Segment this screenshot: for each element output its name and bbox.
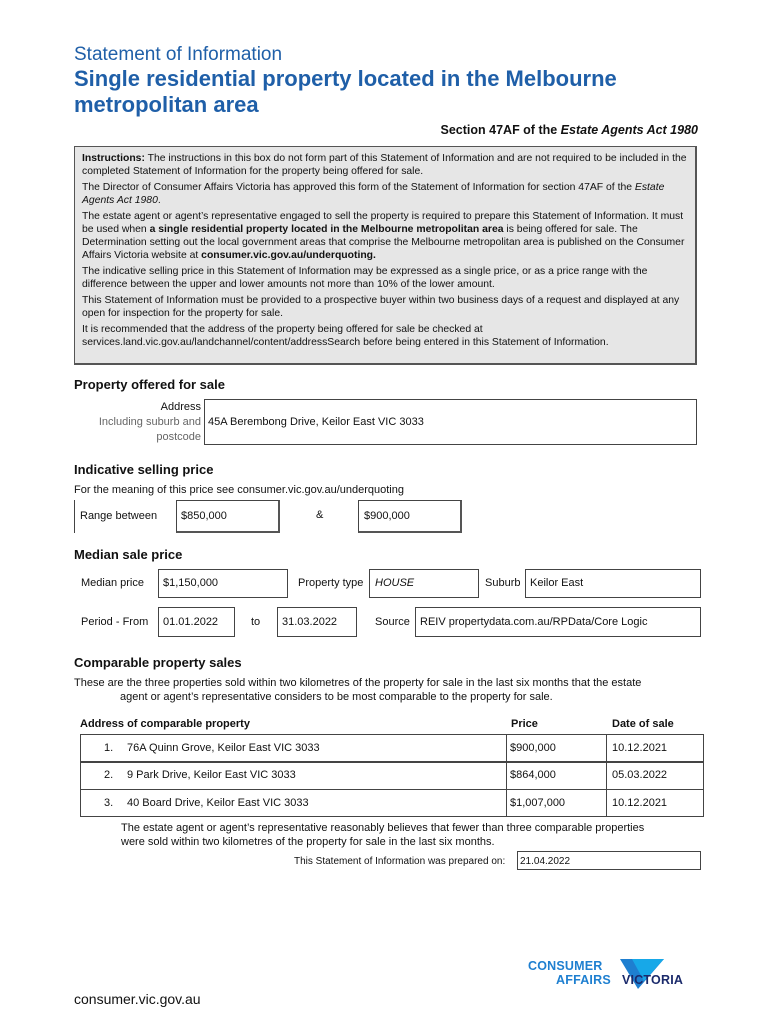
row-address: 76A Quinn Grove, Keilor East VIC 3033: [127, 742, 320, 754]
suburb-label: Suburb: [485, 577, 521, 589]
median-price-label: Median price: [81, 577, 144, 589]
logo-affairs-text: AFFAIRS: [556, 973, 611, 987]
section-prefix: Section 47AF of the: [440, 123, 561, 137]
median-price-value: $1,150,000: [163, 577, 219, 589]
range-low-value: $850,000: [181, 510, 227, 522]
column-header-price: Price: [511, 718, 538, 730]
instructions-p2-end: .: [157, 195, 161, 207]
indicative-heading: Indicative selling price: [74, 462, 214, 477]
address-label-sub1: Including suburb and: [98, 416, 201, 428]
row-number: 3.: [104, 797, 114, 809]
range-ampersand: &: [316, 509, 324, 521]
fewer-than-three-note-line2: were sold within two kilometres of the property for sale in the last six months.: [121, 836, 495, 848]
instructions-p3-bold: a single residential property located in the Melbourne metropolitan area: [149, 224, 504, 236]
indicative-note: For the meaning of this price see consumer.vic.gov.au/underquoting: [74, 484, 404, 496]
instructions-p4: The indicative selling price in this Statement of Information may be expressed as a single price, or as a price range with the difference between the upper and lower amounts not more than 10% of the lower amount.: [82, 266, 648, 291]
column-header-address: Address of comparable property: [80, 718, 250, 730]
period-to-value: 31.03.2022: [282, 616, 338, 628]
property-type-value: HOUSE: [375, 577, 415, 589]
source-value: REIV propertydata.com.au/RPData/Core Logic: [420, 616, 648, 628]
document-kicker: Statement of Information: [74, 44, 283, 65]
comparable-intro-line1: These are the three properties sold within two kilometres of the property for sale in the last six months that the estate: [74, 677, 642, 689]
property-type-label: Property type: [298, 577, 364, 589]
fewer-than-three-note-line1: The estate agent or agent’s representative reasonably believes that fewer than three comparable properties: [121, 822, 645, 834]
instructions-p5: This Statement of Information must be provided to a prospective buyer within two business days of a request and displayed at any open for inspection for the property for sale.: [82, 295, 680, 320]
instructions-p3: [82, 210, 687, 263]
comparable-heading: Comparable property sales: [74, 655, 242, 670]
row-price: $1,007,000: [510, 797, 566, 809]
consumer-affairs-victoria-logo: [528, 955, 708, 1001]
instructions-p2: [82, 181, 687, 207]
period-to-label: to: [251, 616, 261, 628]
logo-victoria-text: VICTORIA: [622, 973, 684, 987]
instructions-p3-a: The estate agent or agent’s representative engaged to sell the property is required to prepare this Statement of Information. It must be used when: [82, 210, 684, 236]
document-title: Single residential property located in the Melbourne metropolitan area: [74, 66, 617, 117]
address-label-sub2: postcode: [156, 431, 201, 443]
footer-url[interactable]: consumer.vic.gov.au: [74, 991, 201, 1007]
instructions-p3-b: is being offered for sale. The Determination setting out the local government areas that comprise the Melbourne metropolitan area is published on the Consumer Affairs Victoria website at: [82, 224, 685, 262]
row-date: 10.12.2021: [612, 742, 668, 754]
source-label: Source: [375, 616, 410, 628]
section-act: Estate Agents Act 1980: [560, 123, 698, 137]
cell-divider: [506, 735, 507, 761]
logo-consumer-text: CONSUMER: [528, 959, 603, 973]
row-date: 05.03.2022: [612, 769, 668, 781]
instructions-p2-act: Estate Agents Act 1980: [82, 181, 665, 207]
instructions-label: Instructions:: [82, 153, 145, 164]
instructions-p6: It is recommended that the address of the property being offered for sale be checked at services.land.vic.gov.au/landchannel/content/addressSearch before being entered in this Statement of Information.: [82, 323, 609, 349]
instructions-box: [74, 146, 697, 365]
row-address: 9 Park Drive, Keilor East VIC 3033: [127, 769, 296, 781]
cell-divider: [506, 790, 507, 816]
row-number: 2.: [104, 769, 114, 781]
address-label: [74, 400, 201, 445]
prepared-on-label: This Statement of Information was prepared on:: [294, 856, 506, 867]
suburb-value: Keilor East: [530, 577, 584, 589]
instructions-p1: [82, 152, 687, 178]
property-heading: Property offered for sale: [74, 377, 225, 392]
comparable-intro-line2: agent or agent’s representative considers to be most comparable to the property for sale.: [120, 691, 553, 703]
row-price: $900,000: [510, 742, 556, 754]
row-date: 10.12.2021: [612, 797, 668, 809]
row-address: 40 Board Drive, Keilor East VIC 3033: [127, 797, 309, 809]
median-heading: Median sale price: [74, 547, 183, 562]
cell-divider: [606, 735, 607, 761]
row-number: 1.: [104, 742, 114, 754]
range-high-value: $900,000: [364, 510, 410, 522]
underquoting-link[interactable]: consumer.vic.gov.au/underquoting.: [201, 250, 376, 262]
period-from-label: Period - From: [81, 616, 149, 628]
address-label-main: Address: [160, 401, 201, 413]
prepared-on-value: 21.04.2022: [520, 856, 571, 867]
cell-divider: [606, 790, 607, 816]
row-price: $864,000: [510, 769, 556, 781]
column-header-date: Date of sale: [612, 718, 674, 730]
period-from-value: 01.01.2022: [163, 616, 219, 628]
range-label: Range between: [80, 510, 158, 522]
cell-divider: [506, 763, 507, 789]
instructions-p1-text: The instructions in this box do not form part of this Statement of Information and are not required to be included in the completed Statement of Information for the property being offered for sale.: [82, 153, 687, 178]
cell-divider: [606, 763, 607, 789]
instructions-p2-text: The Director of Consumer Affairs Victoria has approved this form of the Statement of Information for section 47AF of the: [82, 181, 635, 193]
address-value: 45A Berembong Drive, Keilor East VIC 3033: [208, 416, 424, 428]
section-reference: [441, 123, 698, 137]
